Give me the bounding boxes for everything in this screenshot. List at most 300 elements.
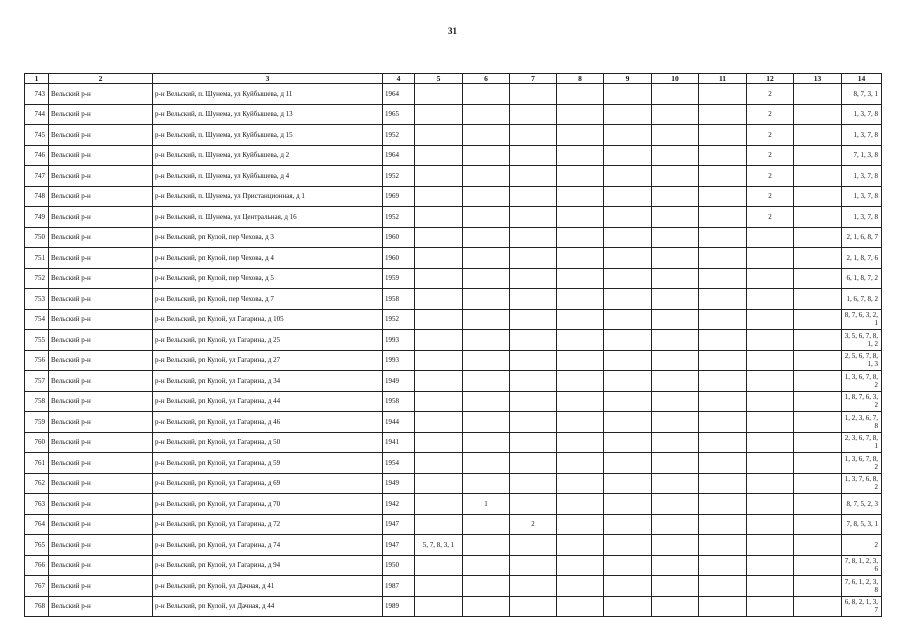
table-cell: Вельский р-н — [49, 350, 153, 371]
table-row — [25, 104, 882, 125]
table-cell — [463, 535, 510, 556]
table-cell: 2, 1, 8, 7, 6 — [842, 248, 882, 269]
table-cell — [510, 350, 557, 371]
column-header: 6 — [463, 74, 510, 84]
table-row — [25, 309, 882, 330]
table-cell: 1949 — [383, 473, 415, 494]
table-cell: 1965 — [383, 104, 415, 125]
table-cell — [510, 84, 557, 105]
table-cell — [699, 412, 747, 433]
table-cell — [557, 309, 604, 330]
table-cell — [652, 186, 699, 207]
table-cell: 1949 — [383, 371, 415, 392]
table-cell — [604, 473, 652, 494]
table-cell — [510, 248, 557, 269]
table-row — [25, 350, 882, 371]
table-cell: 1941 — [383, 432, 415, 453]
table-cell — [604, 514, 652, 535]
table-cell: 2, 1, 6, 8, 7 — [842, 227, 882, 248]
table-cell: 1952 — [383, 309, 415, 330]
table-cell: 2 — [747, 145, 794, 166]
table-cell — [463, 596, 510, 617]
table-cell: 751 — [25, 248, 49, 269]
table-cell: 767 — [25, 576, 49, 597]
column-header: 11 — [699, 74, 747, 84]
table-cell — [557, 166, 604, 187]
table-cell: р-н Вельский, рп Кулой, пер Чехова, д 3 — [153, 227, 383, 248]
table-cell — [652, 145, 699, 166]
table-cell: 7, 8, 5, 3, 1 — [842, 514, 882, 535]
table-cell — [747, 535, 794, 556]
table-cell: 1960 — [383, 248, 415, 269]
table-cell: 1952 — [383, 166, 415, 187]
table-cell — [510, 453, 557, 474]
table-cell: р-н Вельский, рп Кулой, пер Чехова, д 7 — [153, 289, 383, 310]
table-cell — [463, 309, 510, 330]
table-cell — [604, 494, 652, 515]
table-cell — [699, 248, 747, 269]
table-row — [25, 186, 882, 207]
table-cell — [415, 453, 463, 474]
table-cell — [652, 104, 699, 125]
table-cell — [557, 453, 604, 474]
table-cell — [747, 453, 794, 474]
table-cell — [463, 104, 510, 125]
table-cell: 7, 6, 1, 2, 3, 8 — [842, 576, 882, 597]
table-cell — [463, 371, 510, 392]
table-cell — [557, 494, 604, 515]
table-cell: 1969 — [383, 186, 415, 207]
table-row — [25, 125, 882, 146]
table-cell: 1, 3, 7, 8 — [842, 166, 882, 187]
table-cell: р-н Вельский, п. Шунема, ул Куйбышева, д 4 — [153, 166, 383, 187]
table-row — [25, 248, 882, 269]
table-cell — [604, 104, 652, 125]
table-cell: 1964 — [383, 145, 415, 166]
table-cell — [699, 289, 747, 310]
table-row — [25, 84, 882, 105]
table-cell — [699, 576, 747, 597]
table-cell — [794, 330, 842, 351]
table-cell — [747, 227, 794, 248]
table-cell — [604, 371, 652, 392]
table-cell: Вельский р-н — [49, 596, 153, 617]
table-row — [25, 432, 882, 453]
table-cell: 1959 — [383, 268, 415, 289]
table-cell: 8, 7, 6, 3, 2, 1 — [842, 309, 882, 330]
table-cell — [794, 84, 842, 105]
table-row — [25, 391, 882, 412]
table-cell: 756 — [25, 350, 49, 371]
table-cell: Вельский р-н — [49, 330, 153, 351]
table-cell — [415, 514, 463, 535]
table-cell — [510, 576, 557, 597]
table-cell — [463, 248, 510, 269]
table-cell — [604, 576, 652, 597]
table-cell: 2 — [747, 186, 794, 207]
table-cell — [699, 186, 747, 207]
table-cell — [463, 84, 510, 105]
table-cell: 759 — [25, 412, 49, 433]
table-cell — [415, 125, 463, 146]
table-cell — [699, 494, 747, 515]
table-cell: 1942 — [383, 494, 415, 515]
table-cell: 1993 — [383, 350, 415, 371]
table-cell — [415, 166, 463, 187]
table-cell — [510, 289, 557, 310]
table-cell: 1, 8, 7, 6, 3, 2 — [842, 391, 882, 412]
table-cell — [415, 145, 463, 166]
table-cell — [794, 371, 842, 392]
table-cell — [510, 432, 557, 453]
table-cell: р-н Вельский, рп Кулой, ул Гагарина, д 59 — [153, 453, 383, 474]
table-cell — [557, 125, 604, 146]
table-cell — [747, 309, 794, 330]
table-cell: 1, 3, 7, 8 — [842, 104, 882, 125]
column-header: 4 — [383, 74, 415, 84]
table-cell — [747, 330, 794, 351]
table-cell: 761 — [25, 453, 49, 474]
table-cell — [652, 166, 699, 187]
column-header: 1 — [25, 74, 49, 84]
table-cell: Вельский р-н — [49, 555, 153, 576]
table-cell: Вельский р-н — [49, 227, 153, 248]
table-cell — [510, 596, 557, 617]
table-cell: Вельский р-н — [49, 186, 153, 207]
table-cell — [794, 596, 842, 617]
table-cell: 2 — [747, 104, 794, 125]
table-cell: Вельский р-н — [49, 535, 153, 556]
table-cell — [794, 555, 842, 576]
table-cell: 2 — [842, 535, 882, 556]
table-cell: 762 — [25, 473, 49, 494]
table-cell: 750 — [25, 227, 49, 248]
table-cell — [794, 453, 842, 474]
table-cell — [604, 84, 652, 105]
table-cell — [794, 268, 842, 289]
table-cell: Вельский р-н — [49, 166, 153, 187]
table-cell — [794, 412, 842, 433]
table-cell: 1958 — [383, 289, 415, 310]
table-cell: 1952 — [383, 125, 415, 146]
table-cell — [794, 432, 842, 453]
table-cell — [557, 145, 604, 166]
table-cell: Вельский р-н — [49, 473, 153, 494]
table-cell: 3, 5, 6, 7, 8, 1, 2 — [842, 330, 882, 351]
table-cell — [557, 227, 604, 248]
table-cell — [604, 227, 652, 248]
table-header-row — [25, 74, 882, 84]
table-row — [25, 145, 882, 166]
table-cell — [604, 186, 652, 207]
table-cell — [794, 535, 842, 556]
table-cell — [652, 227, 699, 248]
table-cell — [463, 289, 510, 310]
table-cell — [699, 309, 747, 330]
table-cell — [510, 268, 557, 289]
table-cell: р-н Вельский, рп Кулой, ул Дачная, д 44 — [153, 596, 383, 617]
table-cell — [510, 309, 557, 330]
table-row — [25, 514, 882, 535]
table-cell — [463, 432, 510, 453]
table-cell — [604, 125, 652, 146]
table-cell: р-н Вельский, рп Кулой, ул Гагарина, д 34 — [153, 371, 383, 392]
table-cell — [699, 104, 747, 125]
table-cell: 1, 2, 3, 6, 7, 8 — [842, 412, 882, 433]
table-cell: Вельский р-н — [49, 453, 153, 474]
table-cell — [652, 596, 699, 617]
table-cell: 1950 — [383, 555, 415, 576]
table-cell: Вельский р-н — [49, 371, 153, 392]
table-cell — [463, 330, 510, 351]
table-cell: Вельский р-н — [49, 391, 153, 412]
table-cell — [794, 494, 842, 515]
table-cell — [557, 371, 604, 392]
table-cell: Вельский р-н — [49, 207, 153, 228]
table-cell — [699, 514, 747, 535]
table-cell — [463, 412, 510, 433]
table-cell: 753 — [25, 289, 49, 310]
table-cell: 1, 6, 7, 8, 2 — [842, 289, 882, 310]
table-cell — [604, 412, 652, 433]
table-cell: р-н Вельский, п. Шунема, ул Куйбышева, д 2 — [153, 145, 383, 166]
table-cell: Вельский р-н — [49, 309, 153, 330]
table-cell — [604, 330, 652, 351]
table-cell — [747, 432, 794, 453]
table-cell: Вельский р-н — [49, 514, 153, 535]
table-row — [25, 371, 882, 392]
table-cell — [415, 412, 463, 433]
table-cell — [415, 350, 463, 371]
table-cell — [557, 391, 604, 412]
table-cell — [557, 350, 604, 371]
table-cell — [510, 494, 557, 515]
table-cell: 6, 8, 2, 1, 3, 7 — [842, 596, 882, 617]
table-cell — [699, 268, 747, 289]
table-cell: р-н Вельский, п. Шунема, ул Куйбышева, д 13 — [153, 104, 383, 125]
table-cell: 766 — [25, 555, 49, 576]
table-cell — [510, 371, 557, 392]
table-cell: 1, 3, 6, 7, 8, 2 — [842, 453, 882, 474]
table-cell — [652, 514, 699, 535]
table-cell — [415, 555, 463, 576]
table-cell: р-н Вельский, рп Кулой, ул Гагарина, д 94 — [153, 555, 383, 576]
table-cell — [604, 555, 652, 576]
table-cell — [415, 186, 463, 207]
table-cell — [652, 289, 699, 310]
table-cell — [557, 289, 604, 310]
table-cell: 754 — [25, 309, 49, 330]
table-row — [25, 268, 882, 289]
table-cell: 752 — [25, 268, 49, 289]
table-cell: 2 — [510, 514, 557, 535]
table-cell — [747, 391, 794, 412]
table-cell: Вельский р-н — [49, 576, 153, 597]
table-cell — [415, 596, 463, 617]
table-cell — [747, 248, 794, 269]
table-cell: Вельский р-н — [49, 289, 153, 310]
table-cell — [463, 207, 510, 228]
table-cell — [699, 227, 747, 248]
table-cell — [699, 473, 747, 494]
table-cell: 1944 — [383, 412, 415, 433]
page-number: 31 — [448, 26, 457, 36]
table-row — [25, 289, 882, 310]
table-cell — [794, 104, 842, 125]
table-row — [25, 227, 882, 248]
table-cell: Вельский р-н — [49, 104, 153, 125]
table-cell — [463, 391, 510, 412]
table-cell — [652, 412, 699, 433]
table-cell: р-н Вельский, рп Кулой, ул Гагарина, д 50 — [153, 432, 383, 453]
table-cell — [652, 207, 699, 228]
table-cell — [652, 432, 699, 453]
table-cell — [604, 207, 652, 228]
table-cell: 2 — [747, 207, 794, 228]
table-cell — [794, 227, 842, 248]
table-cell — [604, 166, 652, 187]
table-cell — [604, 289, 652, 310]
table-cell — [604, 596, 652, 617]
table-cell — [463, 555, 510, 576]
table-cell — [747, 289, 794, 310]
table-cell — [699, 330, 747, 351]
table-cell: 755 — [25, 330, 49, 351]
table-cell — [557, 207, 604, 228]
table-cell: 757 — [25, 371, 49, 392]
table-cell: р-н Вельский, рп Кулой, ул Гагарина, д 44 — [153, 391, 383, 412]
table-cell: р-н Вельский, рп Кулой, ул Гагарина, д 72 — [153, 514, 383, 535]
table-cell: 1947 — [383, 535, 415, 556]
table-cell — [794, 514, 842, 535]
table-cell — [794, 207, 842, 228]
table-cell — [699, 596, 747, 617]
table-cell — [699, 166, 747, 187]
table-cell — [415, 473, 463, 494]
table-cell — [794, 145, 842, 166]
table-cell — [463, 145, 510, 166]
table-cell: 1, 3, 6, 7, 8, 2 — [842, 371, 882, 392]
table-cell — [699, 125, 747, 146]
table-cell: Вельский р-н — [49, 248, 153, 269]
table-cell — [747, 596, 794, 617]
table-cell — [747, 473, 794, 494]
table-cell — [463, 166, 510, 187]
table-cell — [557, 268, 604, 289]
table-cell — [652, 473, 699, 494]
column-header: 7 — [510, 74, 557, 84]
table-cell — [747, 268, 794, 289]
table-cell: Вельский р-н — [49, 125, 153, 146]
table-cell — [463, 227, 510, 248]
table-cell — [510, 535, 557, 556]
table-cell — [415, 309, 463, 330]
table-cell — [557, 576, 604, 597]
table-cell — [557, 596, 604, 617]
table-cell — [794, 350, 842, 371]
table-cell: р-н Вельский, п. Шунема, ул Пристанционная, д 1 — [153, 186, 383, 207]
table-cell: 748 — [25, 186, 49, 207]
table-cell — [652, 350, 699, 371]
table-cell — [794, 186, 842, 207]
table-cell: 763 — [25, 494, 49, 515]
table-cell — [557, 104, 604, 125]
table-cell — [557, 555, 604, 576]
table-cell: р-н Вельский, рп Кулой, ул Гагарина, д 74 — [153, 535, 383, 556]
table-cell — [463, 473, 510, 494]
table-cell: 1, 3, 7, 8 — [842, 186, 882, 207]
table-cell: 744 — [25, 104, 49, 125]
table-row — [25, 555, 882, 576]
table-cell — [510, 227, 557, 248]
table-cell — [510, 104, 557, 125]
table-cell: р-н Вельский, рп Кулой, ул Гагарина, д 69 — [153, 473, 383, 494]
table-cell — [652, 555, 699, 576]
table-cell — [557, 412, 604, 433]
table-cell — [794, 309, 842, 330]
table-cell — [652, 535, 699, 556]
table-cell — [652, 330, 699, 351]
table-cell — [794, 125, 842, 146]
table-cell — [604, 309, 652, 330]
table-cell — [699, 535, 747, 556]
table-cell — [510, 145, 557, 166]
table-cell: 8, 7, 5, 2, 3 — [842, 494, 882, 515]
table-cell: 743 — [25, 84, 49, 105]
table-cell — [415, 104, 463, 125]
table-cell: 1954 — [383, 453, 415, 474]
table-cell: 745 — [25, 125, 49, 146]
table-cell: Вельский р-н — [49, 432, 153, 453]
table-cell — [415, 268, 463, 289]
table-cell — [699, 207, 747, 228]
table-cell — [747, 371, 794, 392]
table-cell — [604, 145, 652, 166]
table-cell: р-н Вельский, рп Кулой, пер Чехова, д 4 — [153, 248, 383, 269]
table-cell — [794, 248, 842, 269]
table-cell: 7, 8, 1, 2, 3, 6 — [842, 555, 882, 576]
table-row — [25, 166, 882, 187]
table-cell: 5, 7, 8, 3, 1 — [415, 535, 463, 556]
table-cell: р-н Вельский, п. Шунема, ул Куйбышева, д 11 — [153, 84, 383, 105]
table-cell — [794, 289, 842, 310]
table-cell — [747, 555, 794, 576]
table-row — [25, 207, 882, 228]
table-cell: Вельский р-н — [49, 412, 153, 433]
table-cell — [415, 330, 463, 351]
table-cell — [699, 371, 747, 392]
table-cell: 2 — [747, 125, 794, 146]
table-row — [25, 494, 882, 515]
table-cell — [652, 494, 699, 515]
table-cell — [747, 576, 794, 597]
table-cell — [510, 555, 557, 576]
table-cell: 1958 — [383, 391, 415, 412]
table-cell — [510, 125, 557, 146]
table-cell — [510, 166, 557, 187]
table-cell — [652, 391, 699, 412]
register-table — [24, 73, 882, 617]
table-cell: 2 — [747, 84, 794, 105]
table-cell: 764 — [25, 514, 49, 535]
table-cell: 8, 7, 3, 1 — [842, 84, 882, 105]
column-header: 12 — [747, 74, 794, 84]
table-cell: р-н Вельский, рп Кулой, ул Гагарина, д 105 — [153, 309, 383, 330]
table-cell — [463, 125, 510, 146]
table-cell — [510, 207, 557, 228]
table-cell — [699, 432, 747, 453]
table-cell — [604, 350, 652, 371]
